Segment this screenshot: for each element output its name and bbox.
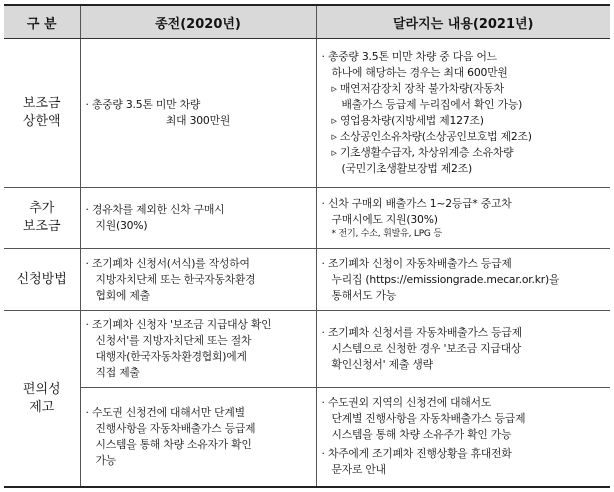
- before-convenience-a: · 조기폐차 신청자 '보조금 지급대상 확인 신청서'를 지방자치단체 또는 절차 대행자(한국자동차환경협회)에게 직접 제출: [80, 311, 316, 388]
- table-row-convenience-b: [4, 387, 610, 487]
- header-category: 구 분: [4, 5, 80, 39]
- header-row: [4, 5, 610, 39]
- after-application: · 조기폐차 신청이 자동차배출가스 등급제 누리집 (https://emissiongrade.mecar.or.kr)을 통해서도 가능: [316, 249, 610, 311]
- header-before: 종전(2020년): [80, 5, 316, 39]
- before-subsidy-cap: · 총중량 3.5톤 미만 차량 최대 300만원: [80, 39, 316, 188]
- row-label-extra-subsidy: 추가 보조금: [4, 187, 80, 249]
- header-after: 달라지는 내용(2021년): [316, 5, 610, 39]
- table-row-application: [4, 249, 610, 311]
- before-convenience-b: · 수도권 신청건에 대해서만 단계별 진행사항을 자동차배출가스 등급제 시스템을 통해 차량 소유자가 확인 가능: [80, 387, 316, 487]
- before-application: · 조기폐차 신청서(서식)를 작성하여 지방자치단체 또는 한국자동차환경 협회에 제출: [80, 249, 316, 311]
- row-label-subsidy-cap: 보조금 상한액: [4, 39, 80, 188]
- after-convenience-b: · 수도권외 지역의 신청건에 대해서도 단계별 진행사항을 자동차배출가스 등급제 시스템을 통해 차량 소유주가 확인 가능 · 차주에게 조기폐차 진행상황을 휴대전화 문자로 안내: [316, 387, 610, 487]
- row-label-application: 신청방법: [4, 249, 80, 311]
- row-label-convenience: 편의성 제고: [4, 311, 80, 487]
- table-row-extra-subsidy: [4, 187, 610, 249]
- after-extra-subsidy: · 신차 구매외 배출가스 1~2등급* 중고차 구매시에도 지원(30%) * 전기, 수소, 휘발유, LPG 등: [316, 187, 610, 249]
- before-extra-subsidy: · 경유차를 제외한 신차 구매시 지원(30%): [80, 187, 316, 249]
- after-convenience-a: · 조기폐차 신청서를 자동차배출가스 등급제 시스템으로 신청한 경우 '보조금 지급대상 확인신청서' 제출 생략: [316, 311, 610, 388]
- table-row-subsidy-cap: [4, 39, 610, 188]
- comparison-table: [4, 4, 610, 488]
- after-subsidy-cap: · 총중량 3.5톤 미만 차량 중 다음 어느 하나에 해당하는 경우는 최대 600만원 ▹ 매연저감장치 장착 불가차량(자동차 배출가스 등급제 누리집에서 확인 가능) ▹ 영업용차량(지방세법 제127조) ▹ 소상공인소유차량(소상공인보호법 제2조) ▹ 기초생활수급자, 차상위계층 소유차량 (국민기초생활보장법 제2조): [316, 39, 610, 188]
- table-row-convenience-a: [4, 311, 610, 388]
